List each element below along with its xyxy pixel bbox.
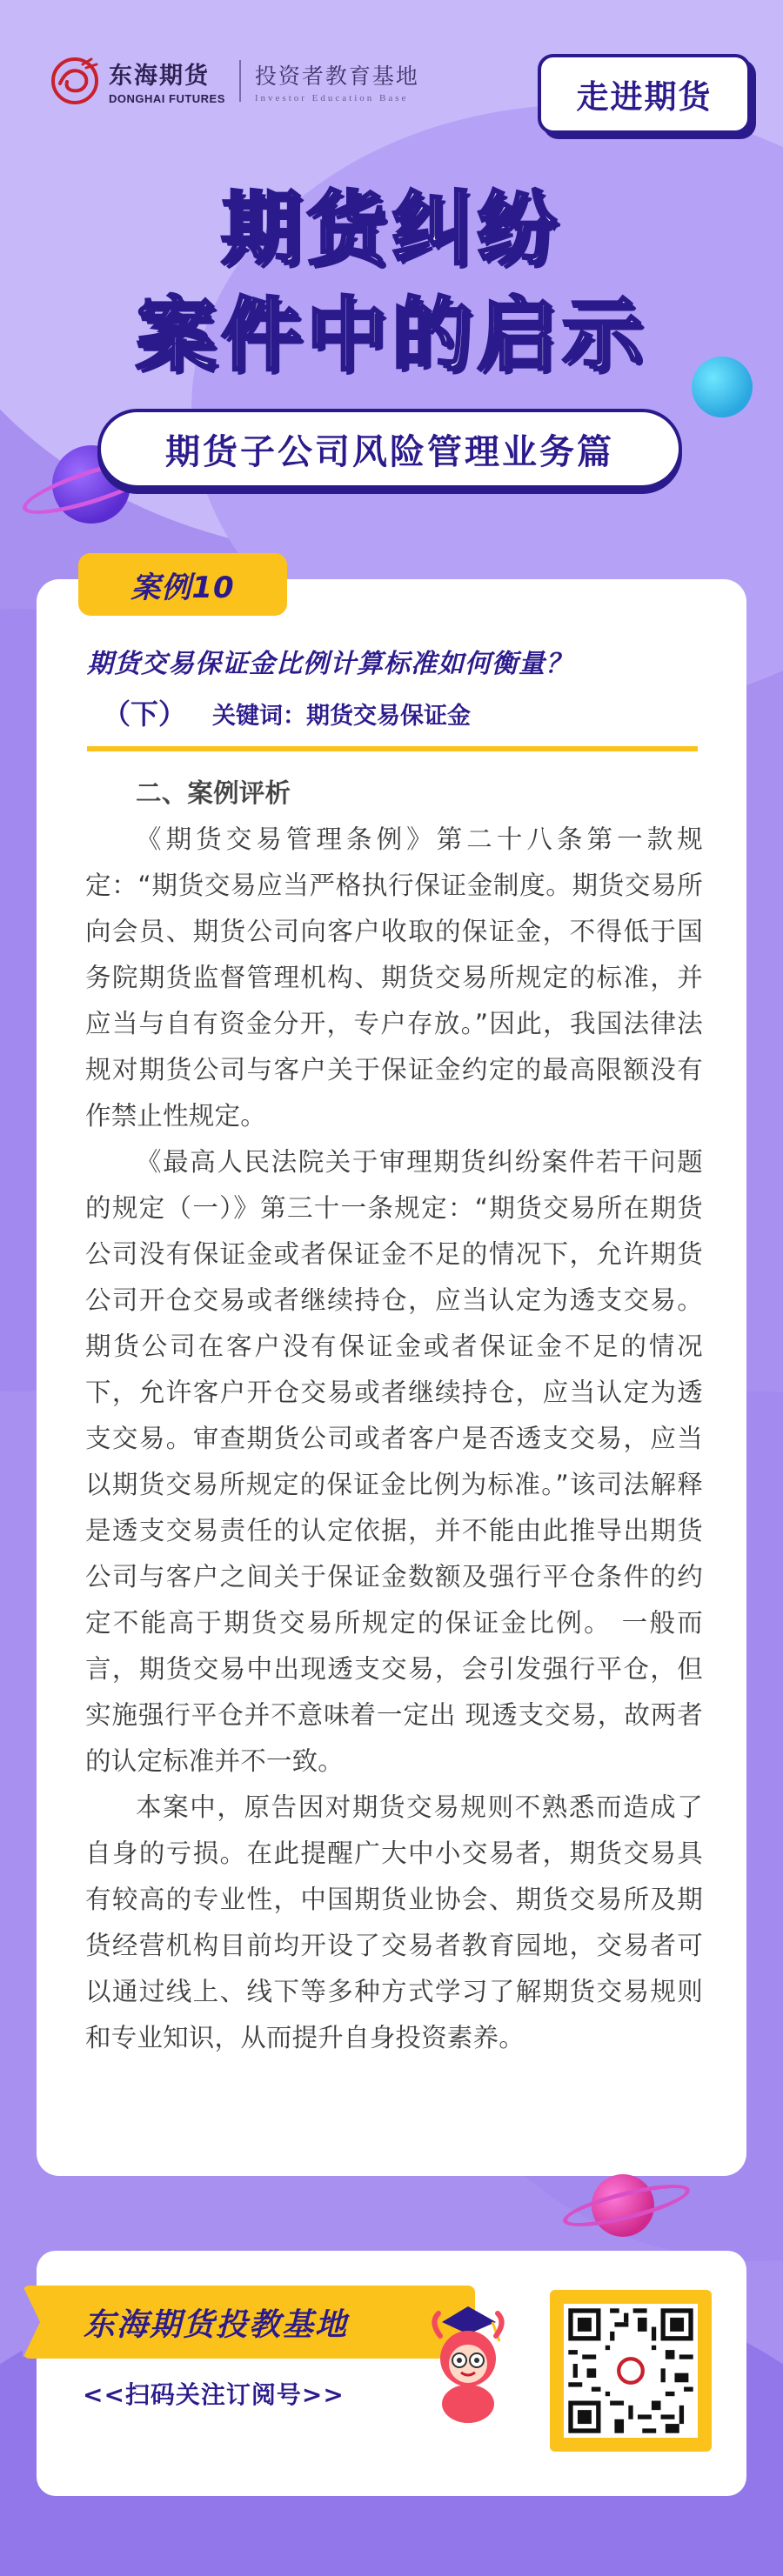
analysis-paragraph-3: 本案中，原告因对期货交易规则不熟悉而造成了自身的亏损。在此提醒广大中小交易者，期货交易具有较高的专业性，中国期货业协会、期货交易所及期货经营机构目前均开设了交易者教育园地，交易者可以通过线上、线下等多种方式学习了解期货交易规则和专业知识，从而提升自身投资素养。 (85, 1792, 703, 2052)
education-base-english: Investor Education Base (254, 92, 409, 103)
qr-code-icon[interactable] (564, 2304, 698, 2438)
title-underline (87, 746, 698, 751)
main-title-line2: 案件中的启示 (135, 289, 647, 382)
footer-banner: 东海期货投教基地 (23, 2286, 475, 2359)
education-base-name: 投资者教育基地 (254, 63, 419, 89)
blue-planet-decoration (692, 357, 753, 417)
case-question: 期货交易保证金比例计算标准如何衡量？ (87, 649, 572, 679)
mascot-icon (416, 2296, 520, 2426)
logo-divider (239, 60, 241, 102)
case-keywords: 关键词：期货交易保证金 (212, 703, 472, 730)
logo-english-name: DONGHAI FUTURES (109, 92, 225, 105)
main-title-line1: 期货纠纷 (220, 183, 562, 276)
scan-qr-prompt: <<扫码关注订阅号>> (83, 2380, 345, 2409)
analysis-heading: 二、案例评析 (136, 778, 291, 808)
analysis-paragraph-1: 《期货交易管理条例》第二十八条第一款规定：“期货交易应当严格执行保证金制度。期货交易所向会员、期货公司向客户收取的保证金，不得低于国务院期货监督管理机构、期货交易所规定的标准，并应当与自有资金分开，专户存放。”因此，我国法律法规对期货公司与客户关于保证金约定的最高限额没有作禁止性规定。 (85, 824, 703, 1131)
logo-chinese-name: 东海期货 (109, 63, 210, 90)
case-analysis (85, 771, 703, 2061)
case-part-label: （下） (103, 697, 187, 731)
case-meta (103, 692, 471, 732)
case-number-tab: 案例10 (78, 553, 287, 616)
section-subtitle: 期货子公司风险管理业务篇 (97, 409, 682, 489)
intro-futures-tag: 走进期货 (538, 54, 751, 134)
donghai-logo-icon (48, 54, 102, 108)
analysis-paragraph-2: 《最高人民法院关于审理期货纠纷案件若干问题的规定（一）》第三十一条规定：“期货交易所在期货公司没有保证金或者保证金不足的情况下，允许期货公司开仓交易或者继续持仓，应当认定为透支交易。期货公司在客户没有保证金或者保证金不足的情况下，允许客户开仓交易或者继续持仓，应当认定为透支交易。审查期货公司或者客户是否透支交易，应当以期货交易所规定的保证金比例为标准。”该司法解释是透支交易责任的认定依据，并不能由此推导出期货公司与客户之间关于保证金数额及强行平仓条件的约定不能高于期货交易所规定的保证金比例。 一般而言，期货交易中出现透支交易，会引发强行平仓，但实施强行平仓并不意味着一定出 现透支交易，故两者的认定标准并不一致。 (85, 1147, 703, 1776)
brand-logo (48, 54, 419, 108)
